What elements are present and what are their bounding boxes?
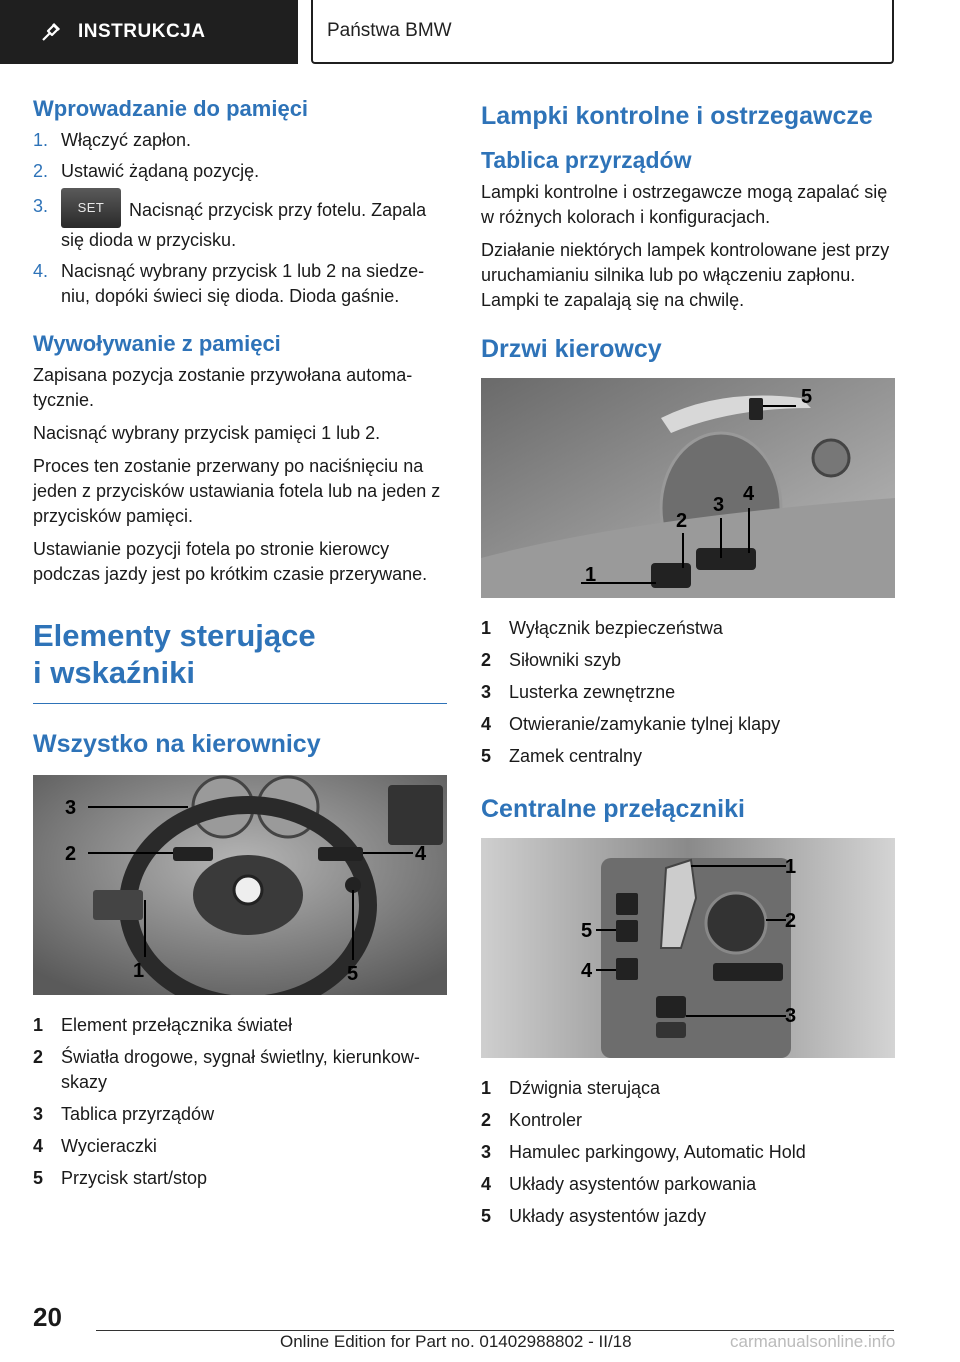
watermark: carmanualsonline.info [730, 1332, 896, 1351]
callout-2: 2 [65, 843, 77, 865]
tab-your-bmw-label: Państwa BMW [327, 20, 452, 41]
lamps-title: Lampki kontrolne i ostrzegawcze [481, 102, 873, 130]
console-legend [481, 1076, 895, 1229]
list-item: 3 Hamulec parkingowy, Automatic Hold [481, 1142, 806, 1162]
list-item: 5 Przycisk start/stop [33, 1168, 208, 1188]
paragraph: Proces ten zostanie przerwany po naciśnięciu na jeden z przycisków ustawiania fotela lub na jeden z przycisków pamięci. [33, 456, 441, 526]
callout-5: 5 [581, 920, 593, 942]
callout-1: 1 [133, 960, 145, 982]
callout-3: 3 [785, 1005, 797, 1027]
recall-title: Wywoływanie z pamięci [33, 331, 281, 356]
list-item: 2 Kontroler [481, 1110, 583, 1130]
callout-2: 2 [676, 510, 688, 532]
driver-door-image [481, 378, 895, 598]
callout-4: 4 [743, 483, 755, 505]
page-number: 20 [33, 1302, 62, 1332]
door-legend [481, 616, 895, 769]
callout-1: 1 [785, 856, 797, 878]
paragraph: Ustawianie pozycji fotela po stronie kierowcy podczas jazdy jest po krótkim czasie przerywane. [33, 539, 428, 584]
callout-3: 3 [713, 494, 725, 516]
list-item: 4. Nacisnąć wybrany przycisk 1 lub 2 na siedzeniu, dopóki świeci się dioda. Dioda gaśnie. [33, 261, 425, 306]
callout-2: 2 [785, 910, 797, 932]
list-item: 2 Siłowniki szyb [481, 650, 622, 670]
list-item: 3. SET Nacisnąć przycisk przy fotelu. Zapala się dioda w przycisku. [33, 194, 447, 253]
steering-legend [33, 1013, 447, 1191]
set-button-icon: SET [61, 188, 121, 228]
paragraph: Zapisana pozycja zostanie przywołana automatycznie. [33, 365, 413, 410]
door-title: Drzwi kierowcy [481, 335, 662, 363]
callout-4: 4 [581, 960, 593, 982]
list-item: 2 Światła drogowe, sygnał świetlny, kierunkowskazy [33, 1047, 420, 1092]
console-title: Centralne przełączniki [481, 795, 745, 823]
footer-divider [96, 1330, 894, 1331]
list-item: 1 Wyłącznik bezpieczeństwa [481, 618, 723, 638]
steering-wheel-image [33, 775, 447, 995]
left-column [33, 96, 447, 1198]
callout-5: 5 [801, 386, 813, 408]
paragraph: Nacisnąć wybrany przycisk pamięci 1 lub 2. [33, 423, 381, 443]
tab-instructions-label: INSTRUKCJA [78, 21, 206, 42]
callout-5: 5 [347, 963, 359, 985]
callout-4: 4 [415, 843, 427, 865]
divider [33, 703, 447, 704]
center-console-image [481, 838, 895, 1058]
right-column [481, 102, 895, 1236]
edition-text: Online Edition for Part no. 01402988802 - II/18 [280, 1332, 632, 1351]
list-item: 1 Dźwignia sterująca [481, 1078, 661, 1098]
list-item: 3 Lusterka zewnętrzne [481, 682, 676, 702]
callout-1: 1 [585, 564, 597, 586]
cluster-title: Tablica przyrządów [481, 147, 692, 173]
tab-your-bmw[interactable] [311, 0, 894, 64]
section-title: Elementy sterujące i wskaźniki [33, 618, 316, 690]
steering-title: Wszystko na kierownicy [33, 730, 321, 758]
callout-3: 3 [65, 797, 77, 819]
list-item: 5 Zamek centralny [481, 746, 643, 766]
list-item: 1 Element przełącznika świateł [33, 1015, 293, 1035]
memory-steps [33, 128, 447, 309]
header-bar [0, 0, 960, 66]
footer [0, 1300, 960, 1362]
list-item: 4 Otwieranie/zamykanie tylnej klapy [481, 714, 781, 734]
memory-title: Wprowadzanie do pamięci [33, 96, 309, 121]
list-item: 3 Tablica przyrządów [33, 1104, 215, 1124]
list-item: 4 Wycieraczki [33, 1136, 157, 1156]
list-item: 1. Włączyć zapłon. [33, 130, 192, 150]
list-item: 2. Ustawić żądaną pozycję. [33, 161, 260, 181]
paragraph: Lampki kontrolne i ostrzegawcze mogą zapalać się w różnych kolorach i konfiguracjach. [481, 182, 888, 227]
tab-instructions[interactable] [0, 0, 298, 64]
bmw-pin-icon [40, 20, 64, 44]
paragraph: Działanie niektórych lampek kontrolowane jest przy uruchamianiu silnika lub po włączeniu zapłonu. Lampki te zapalają się na chwilę. [481, 240, 890, 310]
list-item: 4 Układy asystentów parkowania [481, 1174, 757, 1194]
list-item: 5 Układy asystentów jazdy [481, 1206, 707, 1226]
